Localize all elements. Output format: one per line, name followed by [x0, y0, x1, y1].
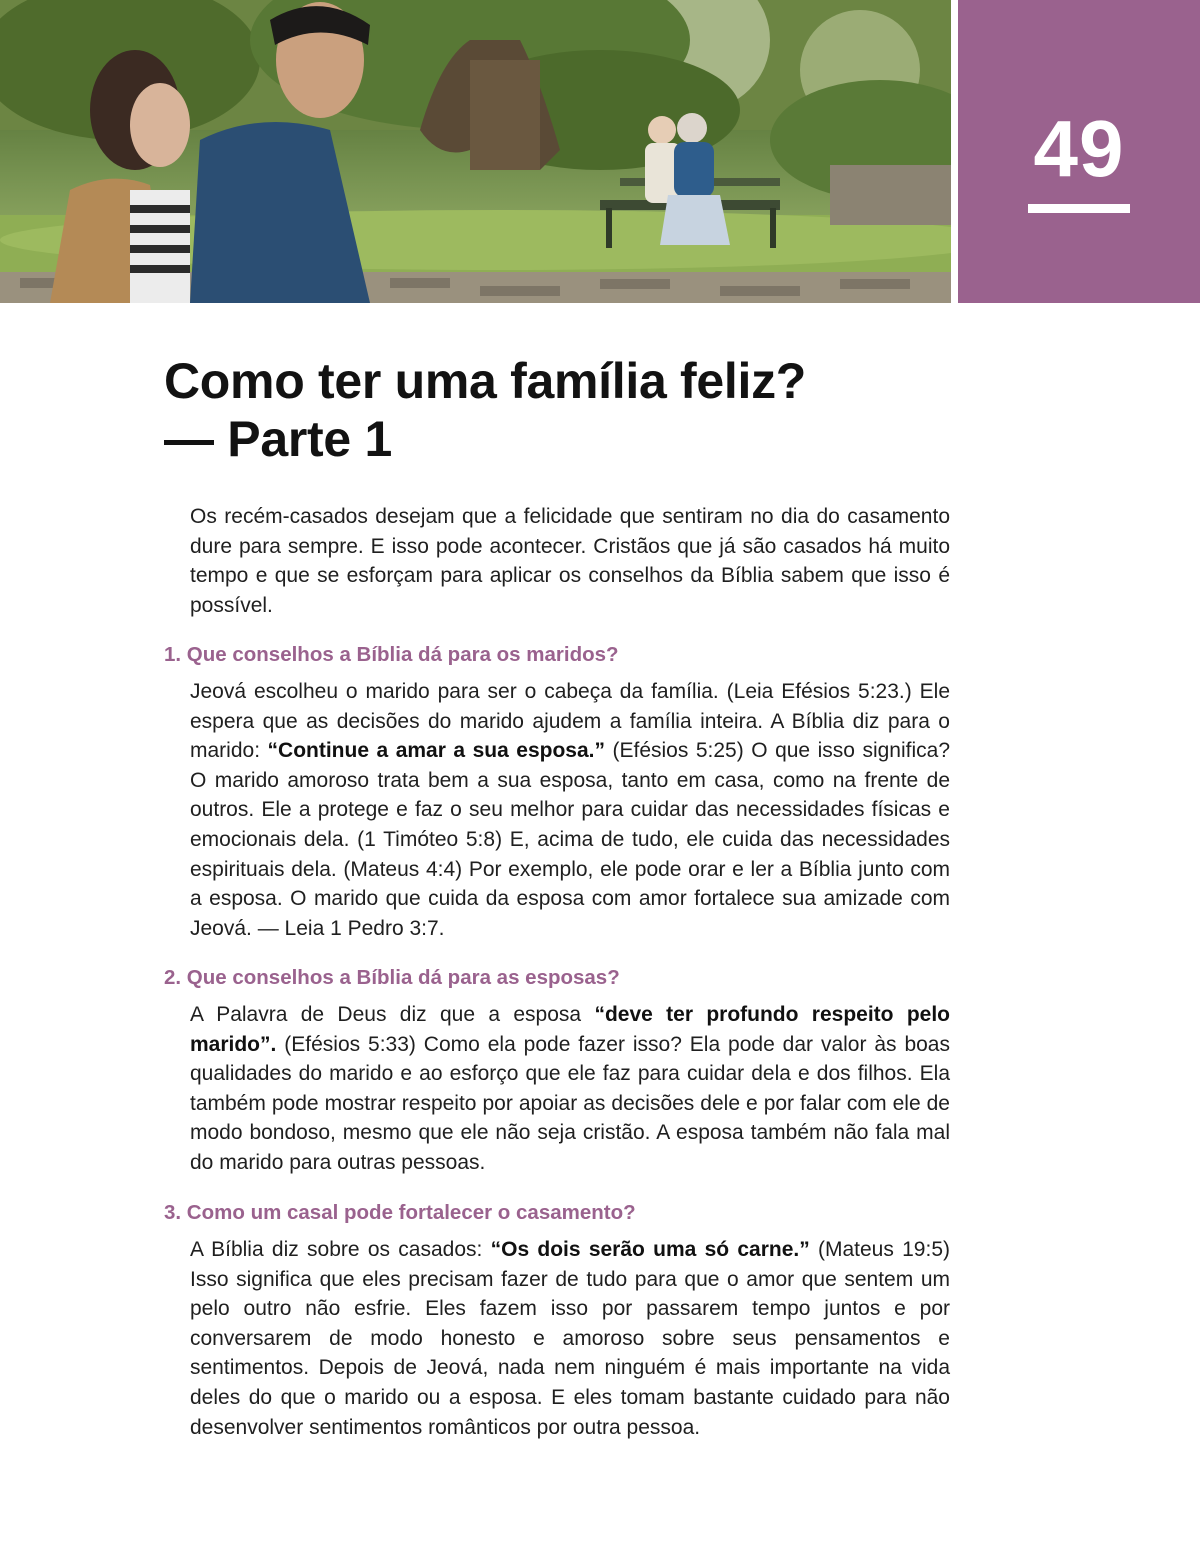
page-title-line-2: — Parte 1 — [164, 411, 392, 467]
section-1-text-a: Jeová escolheu o marido para ser o cabeça da família. (Leia Efésios 5:23.) Ele espera que as decisões do marido ajudem a família inteira. A Bíblia diz para o marido: — [190, 680, 950, 763]
section-3-bold-quote: “Os dois serão uma só carne.” — [490, 1238, 810, 1261]
section-2-bold-quote: “deve ter profundo respeito pelo marido”. — [190, 1003, 950, 1056]
question-3-heading: 3. Como um casal pode fortalecer o casamento? — [164, 1201, 636, 1224]
section-2-text-b: (Efésios 5:33) Como ela pode fazer isso? Ela pode dar valor às boas qualidades do marido e ao esforço que ele faz para cuidar dela e dos filhos. Ela também pode mostrar respeito por apoiar as decisões dele e por falar com ele de modo bondoso, mesmo que ele não seja cristão. A esposa também não fala mal do marido para outras pessoas. — [190, 1032, 950, 1174]
section-1-bold-quote: “Continue a amar a sua esposa.” — [267, 739, 605, 763]
park-scene-illustration — [0, 0, 951, 303]
section-2-paragraph — [190, 1000, 950, 1178]
lesson-number-box — [958, 0, 1200, 303]
section-3-text-b: (Mateus 19:5) Isso significa que eles precisam fazer de tudo para que o amor que sentem um pelo outro não esfrie. Eles fazem isso por passarem tempo juntos e por conversarem de modo honesto e amoroso sobre seus pensamentos e sentimentos. Depois de Jeová, nada nem ninguém é mais importante na vida deles do que o marido ou a esposa. E eles tomam bastante cuidado para não desenvolver sentimentos românticos por outra pessoa. — [190, 1238, 950, 1439]
section-1-text-b: (Efésios 5:25) O que isso significa? O marido amoroso trata bem a sua esposa, tanto em casa, como na frente de outros. Ele a protege e faz o seu melhor para cuidar das necessidades físicas e emocionais dela. (1 Timóteo 5:8) E, acima de tudo, ele cuida das necessidades espirituais dela. (Mateus 4:4) Por exemplo, ele pode orar e ler a Bíblia junto com a esposa. O marido que cuida da esposa com amor fortalece sua amizade com Jeová. — Leia 1 Pedro 3:7. — [190, 739, 951, 940]
section-3-paragraph — [190, 1235, 950, 1442]
lesson-number: 49 — [1033, 104, 1125, 193]
page-title-line-1: Como ter uma família feliz? — [164, 353, 807, 409]
section-2-text-a: A Palavra de Deus diz que a esposa — [190, 1003, 595, 1026]
lesson-number-underline — [1028, 204, 1130, 213]
question-2-heading: 2. Que conselhos a Bíblia dá para as esposas? — [164, 966, 620, 989]
question-1-heading: 1. Que conselhos a Bíblia dá para os maridos? — [164, 643, 619, 666]
section-3-text-a: A Bíblia diz sobre os casados: — [190, 1238, 491, 1261]
section-1-paragraph — [190, 677, 950, 943]
hero-image — [0, 0, 951, 303]
page-title — [164, 352, 954, 468]
intro-paragraph: Os recém-casados desejam que a felicidade que sentiram no dia do casamento dure para sempre. E isso pode acontecer. Cristãos que já são casados há muito tempo e que se esforçam para aplicar os conselhos da Bíblia sabem que isso é possível. — [190, 505, 950, 617]
